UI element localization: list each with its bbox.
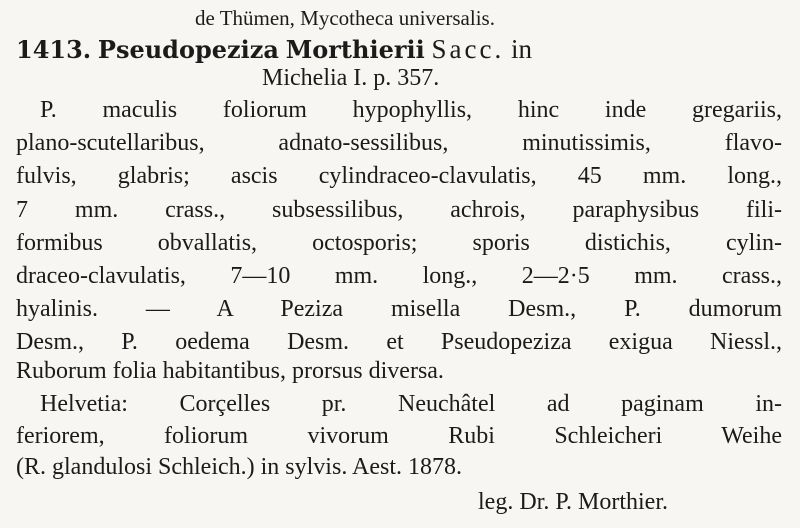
entry-number: 1413. bbox=[16, 35, 92, 64]
locality-line: (R. glandulosi Schleich.) in sylvis. Aest. 1878. bbox=[16, 454, 462, 480]
author-name: Sacc. bbox=[431, 34, 505, 64]
description-line: 7 mm. crass., subsessilibus, achrois, paraphysibus fili- bbox=[16, 197, 782, 223]
description-line: Desm., P. oedema Desm. et Pseudopeziza exigua Niessl., bbox=[16, 329, 782, 355]
description-line: hyalinis. — A Peziza misella Desm., P. dumorum bbox=[16, 296, 782, 322]
genus-name: Pseudopeziza bbox=[97, 35, 279, 64]
description-line: P. maculis foliorum hypophyllis, hinc inde gregariis, bbox=[40, 97, 782, 123]
entry-title bbox=[16, 36, 532, 63]
description-line: formibus obvallatis, octosporis; sporis distichis, cylin- bbox=[16, 230, 782, 256]
in-word: in bbox=[510, 34, 532, 64]
description-line: plano-scutellaribus, adnato-sessilibus, minutissimis, flavo- bbox=[16, 130, 782, 156]
description-line: Ruborum folia habitantibus, prorsus diversa. bbox=[16, 358, 444, 384]
collector: leg. Dr. P. Morthier. bbox=[478, 489, 668, 515]
reference: Michelia I. p. 357. bbox=[262, 65, 440, 91]
description-line: fulvis, glabris; ascis cylindraceo-clavulatis, 45 mm. long., bbox=[16, 163, 782, 189]
locality-line: Helvetia: Corçelles pr. Neuchâtel ad paginam in- bbox=[40, 391, 782, 417]
species-name: Morthierii bbox=[285, 35, 425, 64]
running-head: de Thümen, Mycotheca universalis. bbox=[195, 6, 495, 30]
locality-line: feriorem, foliorum vivorum Rubi Schleicheri Weihe bbox=[16, 423, 782, 449]
description-line: draceo-clavulatis, 7—10 mm. long., 2—2·5 mm. crass., bbox=[16, 263, 782, 289]
